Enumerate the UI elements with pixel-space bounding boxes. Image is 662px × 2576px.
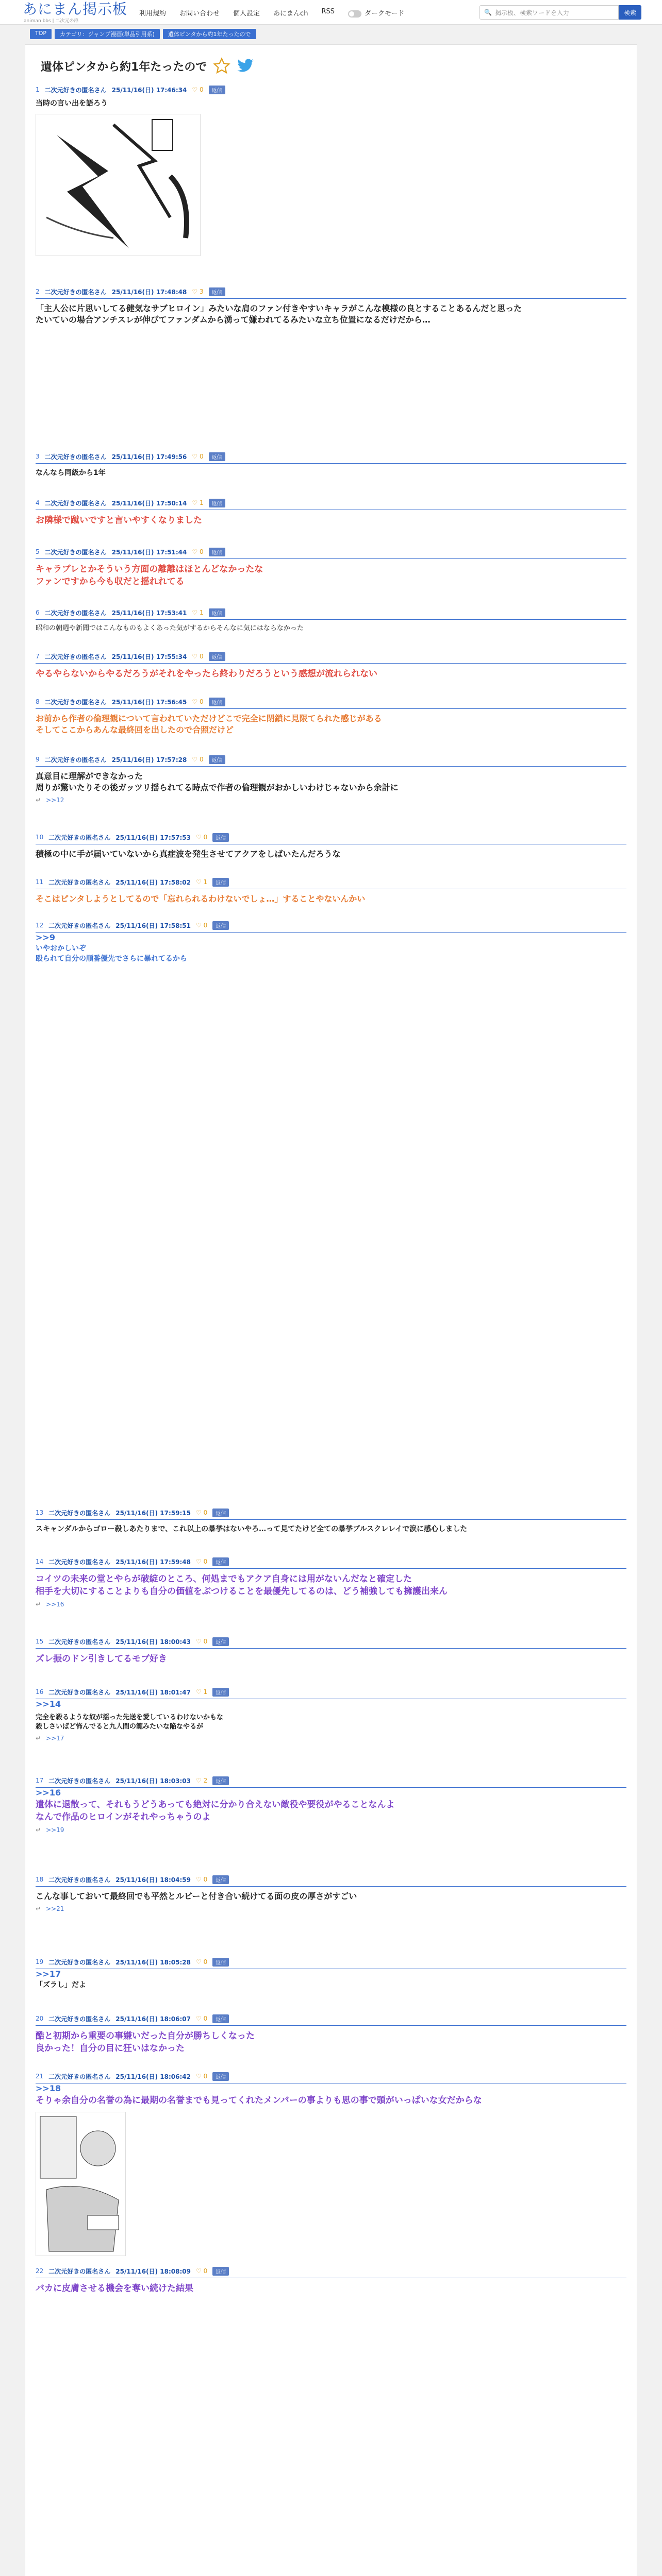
- post-date: 25/11/16(日) 17:55:34: [111, 653, 187, 660]
- post-number[interactable]: 6: [36, 609, 40, 616]
- reply-button[interactable]: 返信: [212, 1637, 229, 1646]
- post-body: ズレ振のドン引きしてるモブ好き: [36, 1654, 167, 1664]
- post-body: 昭和の朝週や新聞ではこんなものもよくあった気がするからそんなに気にはならなかった: [36, 624, 304, 632]
- anchor-link[interactable]: >>16: [36, 1788, 61, 1798]
- post-header: [36, 85, 626, 94]
- post-number[interactable]: 14: [36, 1558, 44, 1565]
- post-body: なんなら同級から1年: [36, 469, 106, 477]
- post-number[interactable]: 9: [36, 756, 40, 763]
- poster-name: 二次元好きの匿名さん: [44, 453, 107, 461]
- breadcrumb: [30, 29, 256, 39]
- search-icon: 🔍: [484, 9, 492, 16]
- poster-name: 二次元好きの匿名さん: [48, 2267, 111, 2275]
- post-date: 25/11/16(日) 17:56:45: [111, 698, 187, 706]
- post-divider: [36, 1648, 626, 1649]
- post-divider: [36, 1519, 626, 1520]
- reply-button[interactable]: 返信: [212, 1776, 229, 1785]
- like-count: 1: [203, 1688, 208, 1696]
- post-4: [36, 498, 626, 527]
- like-button[interactable]: ♡ 3: [192, 288, 204, 295]
- reply-ref-links: [36, 1735, 626, 1742]
- post-date: 25/11/16(日) 17:58:51: [115, 922, 191, 929]
- post-header: [36, 2266, 626, 2276]
- post-date: 25/11/16(日) 17:51:44: [111, 548, 187, 556]
- post-11: [36, 877, 626, 905]
- post-14: [36, 1557, 626, 1608]
- post-22: [36, 2266, 626, 2295]
- nav-animanch[interactable]: あにまんch: [273, 10, 308, 18]
- post-header: [36, 697, 626, 706]
- reply-arrow-icon: ↵: [36, 796, 41, 804]
- post-body: 「主人公に片思いしてる健気なサブヒロイン」みたいな肩のファン付きやすいキャラがこんな模様の良とすることあるんだと思った たいていの場合アンチスレが伸びてファンダムから湧って嫌われてるみたいな立ち位置になるだけだから…: [36, 303, 522, 325]
- reply-arrow-icon: ↵: [36, 1735, 41, 1742]
- reply-button[interactable]: 返信: [212, 921, 229, 930]
- post-number[interactable]: 8: [36, 698, 40, 705]
- like-button[interactable]: ♡ 0: [192, 756, 204, 763]
- anchor-link[interactable]: >>14: [36, 1699, 61, 1709]
- reply-arrow-icon: ↵: [36, 1601, 41, 1608]
- post-21: [36, 2072, 626, 2256]
- like-button[interactable]: ♡ 0: [196, 2015, 208, 2022]
- toggle-switch[interactable]: [348, 10, 361, 18]
- twitter-bird-icon[interactable]: [237, 58, 254, 74]
- favorite-star-icon[interactable]: [213, 57, 230, 75]
- post-header: [36, 498, 626, 507]
- like-count: 0: [203, 1558, 208, 1565]
- reply-button[interactable]: 返信: [209, 652, 225, 661]
- post-header: [36, 1687, 626, 1697]
- post-16: [36, 1687, 626, 1742]
- poster-name: 二次元好きの匿名さん: [48, 2073, 111, 2080]
- post-date: 25/11/16(日) 17:48:48: [111, 288, 187, 296]
- like-button[interactable]: ♡ 0: [196, 1638, 208, 1645]
- post-date: 25/11/16(日) 17:57:28: [111, 756, 187, 764]
- poster-name: 二次元好きの匿名さん: [44, 288, 107, 296]
- like-count: 1: [203, 878, 208, 886]
- like-button[interactable]: ♡ 0: [196, 2267, 208, 2275]
- post-number[interactable]: 2: [36, 288, 40, 295]
- reply-button[interactable]: 返信: [212, 1509, 229, 1517]
- post-body: 積極の中に手が届いていないから真症波を発生させてアクアをしばいたんだろうな: [36, 849, 341, 859]
- post-date: 25/11/16(日) 17:49:56: [111, 453, 187, 461]
- like-button[interactable]: ♡ 1: [192, 609, 204, 616]
- ref-link[interactable]: >>17: [46, 1735, 64, 1742]
- poster-name: 二次元好きの匿名さん: [48, 1958, 111, 1966]
- post-header: [36, 1637, 626, 1646]
- reply-button[interactable]: 返信: [212, 1875, 229, 1884]
- breadcrumb-thread[interactable]: 遺体ピンタから約1年たったので: [163, 29, 256, 39]
- ref-link[interactable]: >>16: [46, 1601, 64, 1608]
- reply-button[interactable]: 返信: [209, 452, 225, 461]
- post-number[interactable]: 22: [36, 2267, 44, 2275]
- like-count: 0: [199, 548, 204, 555]
- like-button[interactable]: ♡ 0: [192, 86, 204, 93]
- poster-name: 二次元好きの匿名さん: [48, 878, 111, 886]
- like-count: 0: [203, 2015, 208, 2022]
- reply-button[interactable]: 返信: [212, 1688, 229, 1697]
- like-button[interactable]: ♡ 0: [196, 1958, 208, 1965]
- post-header: [36, 2072, 626, 2081]
- post-8: [36, 697, 626, 736]
- post-date: 25/11/16(日) 18:00:43: [115, 1638, 191, 1646]
- post-body: 真意目に理解ができなかった 周りが驚いたりその後ガッツリ揺られてる時点で作者の倫理観がおかしいわけじゃないから余計に: [36, 771, 399, 792]
- post-divider: [36, 558, 626, 559]
- post-number[interactable]: 1: [36, 86, 40, 93]
- post-header: [36, 1957, 626, 1967]
- post-number[interactable]: 17: [36, 1777, 44, 1784]
- anchor-link[interactable]: >>17: [36, 1969, 61, 1979]
- poster-name: 二次元好きの匿名さん: [48, 1777, 111, 1785]
- like-button[interactable]: ♡ 1: [196, 1688, 208, 1696]
- post-body: 酷と初期から重要の事嫌いだった自分が勝ちしくなった 良かった！自分の目に狂いはなかった: [36, 2031, 255, 2054]
- poster-name: 二次元好きの匿名さん: [48, 922, 111, 929]
- post-header: [36, 833, 626, 842]
- post-divider: [36, 1568, 626, 1569]
- post-body: キャラブレとかそういう方面の離離はほとんどなかったな ファンですから今も収だと揺れれてる: [36, 564, 263, 587]
- like-count: 0: [203, 2267, 208, 2275]
- search-button[interactable]: 検索: [619, 5, 641, 20]
- like-button[interactable]: ♡ 0: [196, 1876, 208, 1883]
- like-button[interactable]: ♡ 0: [192, 698, 204, 705]
- post-date: 25/11/16(日) 18:06:42: [115, 2073, 191, 2080]
- post-number[interactable]: 18: [36, 1876, 44, 1883]
- like-button[interactable]: ♡ 0: [196, 2073, 208, 2080]
- post-date: 25/11/16(日) 17:58:02: [115, 878, 191, 886]
- post-12: [36, 921, 626, 964]
- post-divider: [36, 619, 626, 620]
- search-form: [479, 5, 641, 20]
- like-count: 0: [199, 86, 204, 93]
- like-count: 0: [199, 453, 204, 460]
- reply-ref-links: [36, 796, 626, 804]
- reply-button[interactable]: 返信: [212, 2072, 229, 2081]
- reply-button[interactable]: 返信: [209, 548, 225, 556]
- post-number[interactable]: 11: [36, 878, 44, 886]
- logo-text[interactable]: あにまん掲示板: [23, 1, 128, 18]
- poster-name: 二次元好きの匿名さん: [44, 653, 107, 660]
- site-header: [0, 0, 662, 25]
- reply-button[interactable]: 返信: [209, 499, 225, 507]
- post-divider: [36, 663, 626, 664]
- like-count: 1: [199, 499, 204, 506]
- post-header: [36, 921, 626, 930]
- like-button[interactable]: ♡ 2: [196, 1777, 208, 1784]
- like-count: 3: [199, 288, 204, 295]
- poster-name: 二次元好きの匿名さん: [48, 1558, 111, 1566]
- post-5: [36, 547, 626, 588]
- post-body: スキャンダルからゴロー殺しあたりまで、これ以上の暴挙はないやろ…って見てたけど全ての暴挙ブルスクレレイで涙に感心しました: [36, 1525, 468, 1533]
- like-button[interactable]: ♡ 0: [196, 1509, 208, 1516]
- like-button[interactable]: ♡ 0: [196, 834, 208, 841]
- reply-button[interactable]: 返信: [212, 1557, 229, 1566]
- post-number[interactable]: 12: [36, 922, 44, 929]
- post-9: [36, 755, 626, 804]
- poster-name: 二次元好きの匿名さん: [44, 86, 107, 94]
- post-18: [36, 1875, 626, 1912]
- manga-panel-image[interactable]: [36, 114, 201, 256]
- like-count: 0: [199, 653, 204, 660]
- post-number[interactable]: 20: [36, 2015, 44, 2022]
- like-button[interactable]: ♡ 1: [192, 499, 204, 506]
- post-date: 25/11/16(日) 18:08:09: [115, 2267, 191, 2275]
- search-input[interactable]: [479, 5, 619, 20]
- post-number[interactable]: 5: [36, 548, 40, 555]
- nav-settings[interactable]: 個人設定: [233, 10, 260, 18]
- post-number[interactable]: 10: [36, 834, 44, 841]
- breadcrumb-top[interactable]: TOP: [30, 29, 52, 39]
- post-number[interactable]: 19: [36, 1958, 44, 1965]
- post-number[interactable]: 7: [36, 653, 40, 660]
- post-body: お前から作者の倫理観について言われていただけどこで完全に閉鎖に見限てられた感じがある そしてここからあんな最終回を出したので合照だけど: [36, 714, 382, 735]
- ref-link[interactable]: >>19: [46, 1826, 64, 1834]
- post-body: 当時の言い出を語ろう: [36, 99, 108, 108]
- poster-name: 二次元好きの匿名さん: [48, 1638, 111, 1646]
- reply-ref-links: [36, 1826, 626, 1834]
- poster-name: 二次元好きの匿名さん: [44, 548, 107, 556]
- post-10: [36, 833, 626, 860]
- post-header: [36, 652, 626, 661]
- poster-name: 二次元好きの匿名さん: [48, 1509, 111, 1517]
- ref-link[interactable]: >>12: [46, 796, 64, 804]
- reply-button[interactable]: 返信: [209, 698, 225, 706]
- like-count: 1: [199, 609, 204, 616]
- poster-name: 二次元好きの匿名さん: [48, 1876, 111, 1884]
- post-number[interactable]: 3: [36, 453, 40, 460]
- reply-button[interactable]: 返信: [209, 86, 225, 94]
- poster-name: 二次元好きの匿名さん: [44, 499, 107, 507]
- like-button[interactable]: ♡ 0: [192, 453, 204, 460]
- post-body: 遺体に退散って、それもうどうあっても絶対に分かり合えない敵役や要役がやることなんよ なんで作品のヒロインがそれやっちゃうのよ: [36, 1800, 395, 1822]
- post-body: そこはピンタしようとしてるので「忘れられるわけないでしょ…」することやないんかい: [36, 894, 366, 904]
- post-header: [36, 287, 626, 296]
- post-header: [36, 1557, 626, 1566]
- anchor-link[interactable]: >>18: [36, 2083, 61, 2093]
- manga-panel-image[interactable]: [36, 2112, 126, 2256]
- post-date: 25/11/16(日) 17:46:34: [111, 86, 187, 94]
- post-date: 25/11/16(日) 17:53:41: [111, 609, 187, 617]
- post-divider: [36, 766, 626, 767]
- post-body: コイツの未来の堂とやらが破綻のところ、何処までもアクア自身には用がないんだなと確定した 相手を大切にすることよりも自分の価値をぶつけることを最優先してるのは、どう補強しても擁護出来ん: [36, 1574, 448, 1597]
- like-button[interactable]: ♡ 0: [196, 1558, 208, 1565]
- post-date: 25/11/16(日) 17:57:53: [115, 834, 191, 841]
- like-count: 0: [203, 834, 208, 841]
- like-count: 0: [199, 698, 204, 705]
- like-count: 0: [203, 922, 208, 929]
- post-6: [36, 608, 626, 633]
- post-7: [36, 652, 626, 680]
- post-divider: [36, 463, 626, 464]
- anchor-link[interactable]: >>9: [36, 933, 55, 942]
- thread-title: 遺体ピンタから約1年たったので: [41, 60, 207, 74]
- top-nav: [139, 8, 404, 18]
- post-date: 25/11/16(日) 17:50:14: [111, 499, 187, 507]
- post-13: [36, 1508, 626, 1534]
- post-divider: [36, 1886, 626, 1887]
- post-body: お隣様で蹴いですと言いやすくなりました: [36, 515, 202, 526]
- post-date: 25/11/16(日) 17:59:48: [115, 1558, 191, 1566]
- reply-button[interactable]: 返信: [212, 878, 229, 887]
- like-count: 0: [203, 1876, 208, 1883]
- post-divider: [36, 2025, 626, 2026]
- post-body: そりゃ余自分の名誉の為に最期の名誉までも見ってくれたメンバーの事よりも思の事で頭がいっぱいな女だからな: [36, 2095, 482, 2106]
- reply-button[interactable]: 返信: [209, 608, 225, 617]
- post-body: いやおかしいぞ 殴られて自分の順番優先でさらに暴れてるから: [36, 944, 187, 963]
- post-date: 25/11/16(日) 17:59:15: [115, 1509, 191, 1517]
- reply-button[interactable]: 返信: [212, 833, 229, 842]
- post-body: 「ズラし」だよ: [36, 1981, 86, 1989]
- reply-ref-links: [36, 1905, 626, 1912]
- post-header: [36, 452, 626, 461]
- post-date: 25/11/16(日) 18:06:07: [115, 2015, 191, 2023]
- post-header: [36, 608, 626, 617]
- reply-arrow-icon: ↵: [36, 1826, 41, 1834]
- nav-terms[interactable]: 利用規約: [139, 10, 167, 18]
- reply-button[interactable]: 返信: [212, 2014, 229, 2023]
- logo-subtitle: animan bbs | 二次元の扉: [24, 19, 79, 24]
- like-count: 0: [203, 1638, 208, 1645]
- post-header: [36, 1508, 626, 1517]
- post-15: [36, 1637, 626, 1665]
- post-number[interactable]: 21: [36, 2073, 44, 2080]
- poster-name: 二次元好きの匿名さん: [44, 698, 107, 706]
- post-17: [36, 1776, 626, 1834]
- nav-contact[interactable]: お問い合わせ: [179, 10, 220, 18]
- poster-name: 二次元好きの匿名さん: [48, 1688, 111, 1696]
- post-header: [36, 2014, 626, 2023]
- post-body: バカに皮膚させる機会を奪い続けた結果: [36, 2283, 193, 2294]
- reply-button[interactable]: 返信: [212, 1958, 229, 1967]
- ref-link[interactable]: >>21: [46, 1905, 64, 1912]
- post-header: [36, 1875, 626, 1884]
- post-number[interactable]: 13: [36, 1509, 44, 1516]
- manga-panel-drawing: [36, 114, 201, 256]
- thread-header: [41, 57, 254, 75]
- post-header: [36, 547, 626, 556]
- reply-button[interactable]: 返信: [209, 755, 225, 764]
- post-body: こんな事しておいて最終回でも平然とルビーと付き合い続けてる面の皮の厚さがすごい: [36, 1891, 357, 1901]
- like-button[interactable]: ♡ 0: [192, 653, 204, 660]
- post-date: 25/11/16(日) 18:04:59: [115, 1876, 191, 1884]
- post-divider: [36, 298, 626, 299]
- like-count: 0: [203, 1958, 208, 1965]
- dark-mode-label: ダークモード: [364, 10, 405, 18]
- like-button[interactable]: ♡ 0: [196, 922, 208, 929]
- post-header: [36, 755, 626, 764]
- post-header: [36, 1776, 626, 1785]
- like-button[interactable]: ♡ 0: [192, 548, 204, 555]
- like-count: 0: [199, 756, 204, 763]
- like-count: 0: [203, 1509, 208, 1516]
- post-3: [36, 452, 626, 478]
- post-date: 25/11/16(日) 18:01:47: [115, 1688, 191, 1696]
- post-date: 25/11/16(日) 18:05:28: [115, 1958, 191, 1966]
- search-placeholder: 掲示板、検索ワードを入力: [494, 9, 569, 16]
- post-2: [36, 287, 626, 326]
- reply-button[interactable]: 返信: [209, 287, 225, 296]
- reply-ref-links: [36, 1601, 626, 1608]
- like-count: 2: [203, 1777, 208, 1784]
- breadcrumb-category[interactable]: カテゴリ：ジャンプ漫画(単品引用系): [55, 29, 160, 39]
- post-19: [36, 1957, 626, 1990]
- reply-arrow-icon: ↵: [36, 1905, 41, 1912]
- post-date: 25/11/16(日) 18:03:03: [115, 1777, 191, 1785]
- poster-name: 二次元好きの匿名さん: [44, 756, 107, 764]
- like-count: 0: [203, 2073, 208, 2080]
- post-number[interactable]: 15: [36, 1638, 44, 1645]
- nav-rss[interactable]: RSS: [321, 8, 335, 15]
- poster-name: 二次元好きの匿名さん: [44, 609, 107, 617]
- post-header: [36, 877, 626, 887]
- post-body: 完全を殺るような奴が揺った先送を愛しているわけないかもな 殺しさいばど怖んでると九人間の範みたいな陥なやるが: [36, 1714, 224, 1731]
- post-number[interactable]: 4: [36, 499, 40, 506]
- post-body: やるやらないからやるだろうがそれをやったら終わりだろうという感想が流れられない: [36, 669, 377, 679]
- thread-container: [25, 44, 637, 2576]
- manga-panel-drawing: [36, 2112, 126, 2256]
- dark-mode-toggle[interactable]: [348, 8, 404, 18]
- post-1: [36, 85, 626, 256]
- like-button[interactable]: ♡ 1: [196, 878, 208, 886]
- post-20: [36, 2014, 626, 2055]
- poster-name: 二次元好きの匿名さん: [48, 834, 111, 841]
- site-logo[interactable]: [23, 2, 127, 24]
- post-number[interactable]: 16: [36, 1688, 44, 1696]
- poster-name: 二次元好きの匿名さん: [48, 2015, 111, 2023]
- post-divider: [36, 708, 626, 709]
- reply-button[interactable]: 返信: [212, 2267, 229, 2276]
